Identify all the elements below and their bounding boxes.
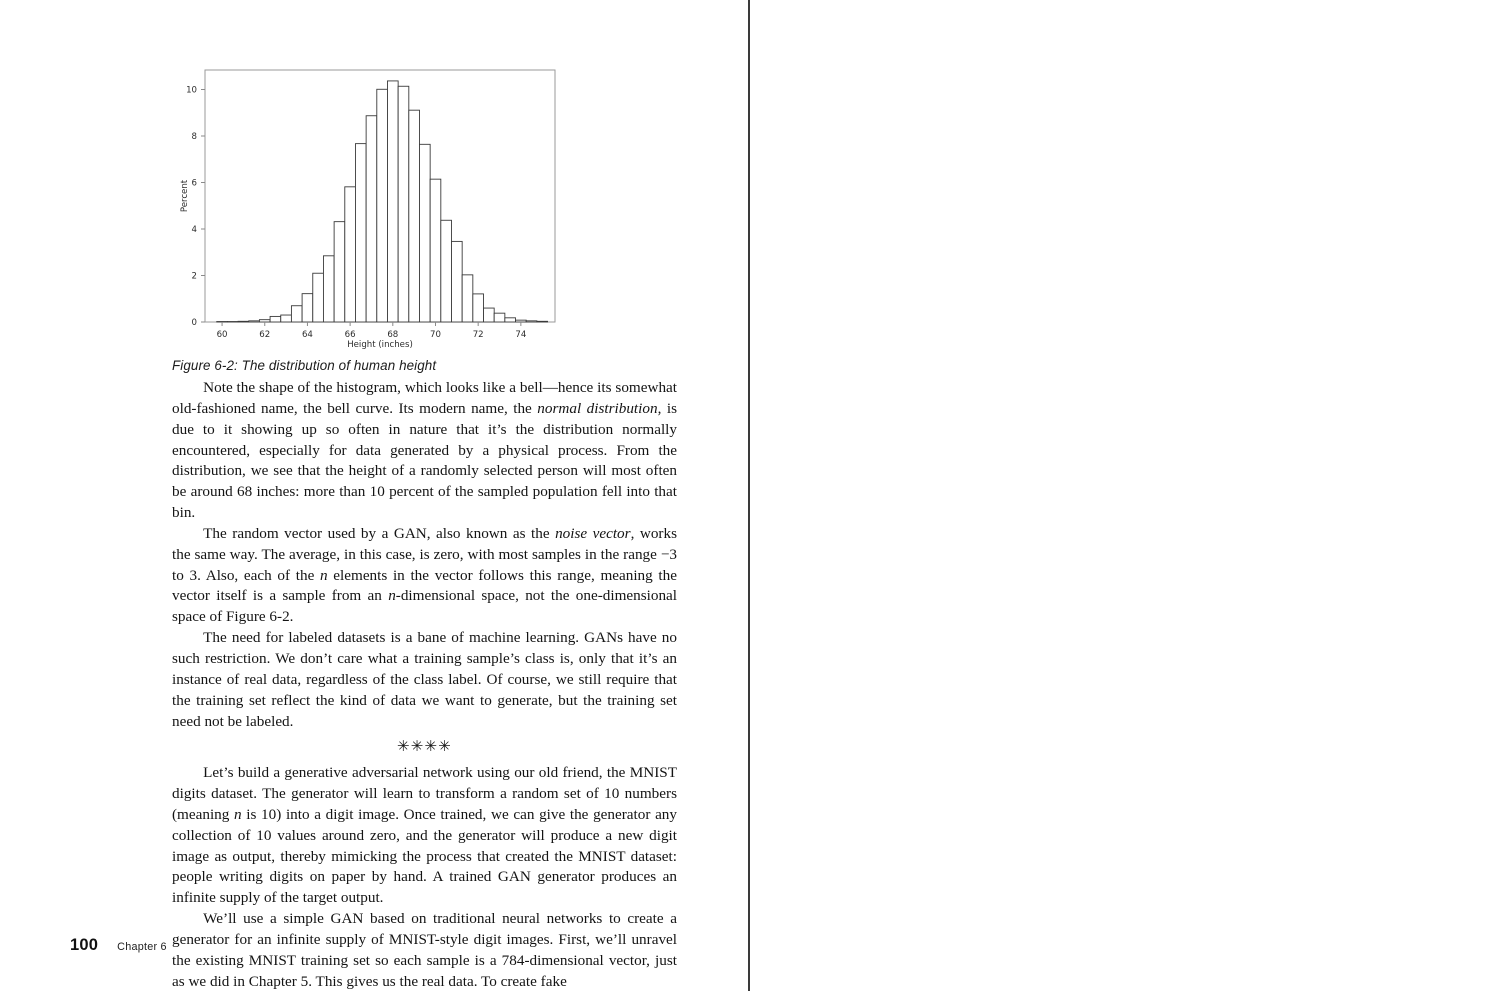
x-tick-label: 60: [217, 330, 228, 340]
body-text: , works the same way. The average, in this case, is zero, with most samples in the range −3 to 3. Also, each of the: [172, 525, 677, 584]
histogram-bar: [516, 320, 527, 322]
svg-text:10: 10: [186, 86, 197, 96]
histogram-bar: [334, 222, 345, 322]
paragraph: [172, 524, 677, 628]
histogram-bar: [419, 144, 430, 322]
histogram-bar: [526, 321, 537, 322]
histogram-bar: [451, 241, 462, 322]
histogram-bar: [323, 256, 334, 322]
histogram-bar: [366, 116, 377, 322]
histogram-bar: [537, 321, 548, 322]
histogram-bar: [313, 273, 324, 322]
right-page: [750, 0, 1500, 991]
svg-text:0: 0: [192, 318, 197, 328]
body-text: is 10) into a digit image. Once trained, we can give the generator any collection of 10 values around zero, and the generator will produce a new digit image as output, thereby mimicking the process that created the MNIST dataset: people writing digits on paper by hand. A trained GAN generator produces an infinite supply of the target output.: [172, 806, 677, 906]
histogram-bar: [270, 316, 281, 322]
histogram-bar: [505, 318, 516, 322]
y-axis: [180, 86, 205, 329]
histogram-bar: [494, 313, 505, 322]
emphasis-text: n: [320, 567, 328, 584]
section-break: ✳✳✳✳: [172, 732, 677, 763]
histogram-bar: [398, 86, 409, 322]
svg-text:8: 8: [192, 132, 197, 142]
histogram-bar: [259, 320, 270, 322]
figure-6-2-histogram: [178, 66, 558, 352]
paragraph: [172, 763, 677, 909]
running-head: Chapter 6: [117, 941, 167, 953]
histogram-bar: [484, 308, 495, 322]
histogram-bar: [302, 294, 313, 322]
svg-text:2: 2: [192, 272, 197, 282]
x-tick-label: 62: [259, 330, 270, 340]
body-text: We’ll use a simple GAN based on traditional neural networks to create a generator for an infinite supply of MNIST-style digit images. First, we’ll unravel the existing MNIST training set so each sample is a 784-dimensional vector, just as we did in Chapter 5. This gives us the real data. To create fake: [172, 910, 677, 990]
page-number: 100: [70, 936, 98, 955]
body-text: , is due to it showing up so often in nature that it’s the distribution normally encountered, especially for data generated by a physical process. From the distribution, we see that the height of a randomly selected person will most often be around 68 inches: more than 10 percent of the sampled population fell into that bin.: [172, 400, 677, 521]
paragraph: [172, 909, 677, 992]
body-text: The random vector used by a GAN, also known as the: [203, 525, 555, 542]
histogram-svg: [178, 66, 558, 352]
x-tick-label: 64: [302, 330, 313, 340]
paragraph: [172, 378, 677, 524]
paragraph: [172, 628, 677, 732]
svg-text:4: 4: [192, 225, 197, 235]
x-axis-label: Height (inches): [347, 340, 413, 350]
x-axis: [217, 322, 527, 340]
y-axis-label: Percent: [180, 179, 190, 212]
x-tick-label: 68: [387, 330, 398, 340]
histogram-bar: [430, 179, 441, 322]
histogram-bar: [409, 110, 420, 322]
histogram-bar: [473, 294, 484, 322]
histogram-bar: [387, 81, 398, 322]
body-text: Note the shape of the histogram, which looks like a bell—hence its somewhat old-fashioned name, the bell curve. Its modern name, the: [172, 379, 677, 417]
svg-text:6: 6: [192, 179, 197, 189]
histogram-bar: [377, 89, 388, 322]
x-tick-label: 72: [473, 330, 484, 340]
body-text: -dimensional space, not the one-dimensional space of Figure 6-2.: [172, 587, 677, 625]
histogram-bar: [238, 321, 249, 322]
histogram-bar: [345, 187, 356, 322]
histogram-bar: [291, 306, 302, 322]
emphasis-text: n: [234, 806, 242, 823]
figure-6-2-caption: Figure 6-2: The distribution of human height: [172, 358, 436, 373]
histogram-bar: [462, 275, 473, 322]
body-text: elements in the vector follows this range, meaning the vector itself is a sample from an: [172, 567, 677, 605]
body-text: Let’s build a generative adversarial network using our old friend, the MNIST digits dataset. The generator will learn to transform a random set of 10 numbers (meaning: [172, 764, 677, 823]
emphasis-text: normal distribution: [537, 400, 657, 417]
histogram-bar: [281, 315, 292, 322]
x-tick-label: 66: [345, 330, 356, 340]
emphasis-text: noise vector: [555, 525, 631, 542]
left-page: [0, 0, 748, 991]
histogram-bar: [355, 144, 366, 322]
left-column-text: [172, 378, 677, 992]
left-page-footer: [70, 936, 167, 996]
body-text: The need for labeled datasets is a bane of machine learning. GANs have no such restriction. We don’t care what a training sample’s class is, only that it’s an instance of real data, regardless of the class label. Of course, we still require that the training set reflect the kind of data we want to generate, but the training set need not be labeled.: [172, 629, 677, 729]
x-tick-label: 70: [430, 330, 441, 340]
emphasis-text: n: [388, 587, 396, 604]
histogram-bar: [441, 220, 452, 322]
x-tick-label: 74: [515, 330, 526, 340]
histogram-bar: [249, 321, 260, 322]
